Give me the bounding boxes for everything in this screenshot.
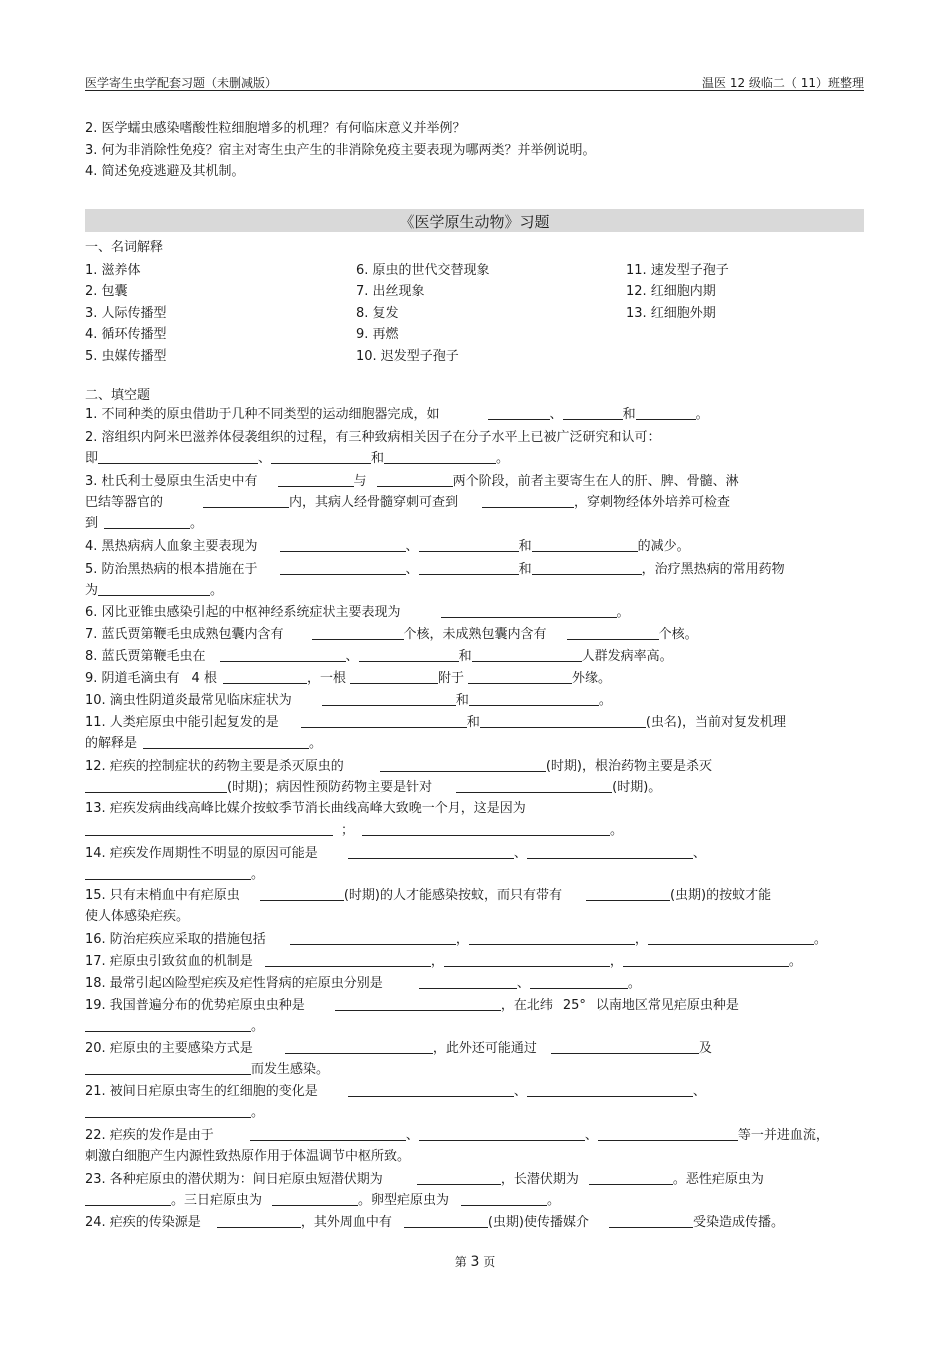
question-8: 8. 蓝氏贾第鞭毛虫在 、 和 人群发病率高。: [85, 649, 673, 664]
question-7: 7. 蓝氏贾第鞭毛虫成熟包囊内含有 个核，未成熟包囊内含有 个核。: [85, 627, 698, 642]
question-4: 4. 黑热病病人血象主要表现为 、 和 的减少。: [85, 539, 690, 554]
answer-blank: [472, 648, 582, 662]
question-3-line2: 巴结等器官的 内，其病人经骨髓穿刺可查到 ，穿刺物经体外培养可检查: [85, 495, 731, 510]
question-19-line1: 19. 我国普遍分布的优势疟原虫虫种是 ，在北纬 25° 以南地区常见疟原虫种是: [85, 998, 739, 1013]
term-4: 4. 循环传播型: [85, 327, 167, 342]
answer-blank: [217, 1214, 301, 1228]
question-15-line2: 使人体感染疟疾。: [85, 909, 190, 924]
part2-heading: 二、填空题: [85, 388, 151, 403]
question-22-line2: 刺激白细胞产生内源性致热原作用于体温调节中枢所致。: [85, 1149, 411, 1164]
answer-blank: [280, 538, 406, 552]
answer-blank: [85, 1192, 171, 1206]
term-10: 10. 迟发型子孢子: [356, 349, 459, 364]
question-10: 10. 滴虫性阴道炎最常见临床症状为 和 。: [85, 693, 612, 708]
answer-blank: [482, 494, 574, 508]
question-13-line2: ； 。: [85, 821, 864, 841]
question-23-line2: 。三日疟原虫为 。卵型疟原虫为 。: [85, 1191, 864, 1211]
question-23-line1: 23. 各种疟原虫的潜伏期为：间日疟原虫短潜伏期为 ，长潜伏期为 。恶性疟原虫为: [85, 1172, 764, 1187]
answer-blank: [456, 779, 612, 793]
answer-blank: [301, 714, 467, 728]
question-6: 6. 冈比亚锥虫感染引起的中枢神经系统症状主要表现为 。: [85, 605, 630, 620]
answer-blank: [220, 648, 346, 662]
term-5: 5. 虫媒传播型: [85, 349, 167, 364]
header-rule: [85, 90, 864, 91]
answer-blank: [419, 975, 517, 989]
term-3: 3. 人际传播型: [85, 306, 167, 321]
question-15-line1: 15. 只有末梢血中有疟原虫 (时期)的人才能感染按蚊，而只有带有 (虫期)的按蚊才能: [85, 888, 772, 903]
answer-blank: [419, 1127, 585, 1141]
answer-blank: [648, 931, 814, 945]
answer-blank: [419, 561, 519, 575]
term-9: 9. 再燃: [356, 327, 399, 342]
term-1: 1. 滋养体: [85, 263, 141, 278]
answer-blank: [461, 1192, 547, 1206]
question-14-line2: 。: [85, 865, 864, 885]
question-12-line2: (时期)；病因性预防药物主要是针对 (时期)。: [85, 778, 864, 798]
answer-blank: [480, 714, 646, 728]
answer-blank: [290, 931, 456, 945]
question-5-line2: 为 。: [85, 583, 224, 598]
answer-blank: [335, 997, 501, 1011]
answer-blank: [417, 1171, 501, 1185]
answer-blank: [265, 953, 431, 967]
answer-blank: [250, 1127, 406, 1141]
answer-blank: [322, 692, 456, 706]
term-6: 6. 原虫的世代交替现象: [356, 263, 490, 278]
answer-blank: [85, 1018, 251, 1032]
answer-blank: [469, 692, 599, 706]
question-1: 1. 不同种类的原虫借助于几种不同类型的运动细胞器完成，如 、 和 。: [85, 407, 709, 422]
answer-blank: [404, 1214, 488, 1228]
section-title-band: [85, 209, 864, 232]
question-13-line1: 13. 疟疾发病曲线高峰比媒介按蚊季节消长曲线高峰大致晚一个月，这是因为: [85, 801, 526, 816]
answer-blank: [636, 406, 696, 420]
answer-blank: [104, 515, 190, 529]
answer-blank: [85, 1061, 251, 1075]
answer-blank: [280, 561, 406, 575]
question-21-line2: 。: [85, 1103, 864, 1123]
answer-blank: [468, 670, 572, 684]
answer-blank: [527, 845, 693, 859]
answer-blank: [384, 450, 496, 464]
answer-blank: [98, 450, 258, 464]
answer-blank: [260, 887, 344, 901]
question-18: 18. 最常引起凶险型疟疾及疟性肾病的疟原虫分别是 、 。: [85, 976, 641, 991]
answer-blank: [312, 626, 404, 640]
answer-blank: [85, 1104, 251, 1118]
answer-blank: [85, 779, 227, 793]
answer-blank: [609, 1214, 693, 1228]
question-16: 16. 防治疟疾应采取的措施包括 ， ， 。: [85, 932, 827, 947]
question-9: 9. 阴道毛滴虫有 4 根 ，一根 附于 外缘。: [85, 671, 611, 686]
question-17: 17. 疟原虫引致贫血的机制是 ， ， 。: [85, 954, 802, 969]
term-11: 11. 速发型子孢子: [626, 263, 729, 278]
term-2: 2. 包囊: [85, 284, 128, 299]
answer-blank: [380, 758, 546, 772]
question-21-line1: 21. 被间日疟原虫寄生的红细胞的变化是 、 、: [85, 1084, 706, 1099]
question-11-line2: 的解释是 。: [85, 736, 323, 751]
header-right: 温医 12 级临二（ 11）班整理: [702, 76, 864, 90]
footer-prefix: 第: [454, 1255, 467, 1269]
answer-blank: [223, 670, 307, 684]
term-12: 12. 红细胞内期: [626, 284, 716, 299]
answer-blank: [348, 1083, 514, 1097]
prev-question-4: 4. 简述免疫逃避及其机制。: [85, 164, 245, 179]
answer-blank: [623, 953, 789, 967]
answer-blank: [598, 1127, 738, 1141]
question-20-line1: 20. 疟原虫的主要感染方式是 ，此外还可能通过 及: [85, 1041, 712, 1056]
section-title: 《医学原生动物》习题: [399, 213, 550, 231]
question-2-line1: 2. 溶组织内阿米巴滋养体侵袭组织的过程，有三种致病相关因子在分子水平上已被广泛研究和认可：: [85, 430, 661, 445]
answer-blank: [532, 561, 642, 575]
question-5-line1: 5. 防治黑热病的根本措施在于 、 和 ，治疗黑热病的常用药物: [85, 562, 785, 577]
answer-blank: [85, 822, 333, 836]
part1-heading: 一、名词解释: [85, 240, 164, 255]
page-footer: [0, 1253, 950, 1270]
answer-blank: [362, 822, 610, 836]
answer-blank: [469, 931, 635, 945]
answer-blank: [359, 648, 459, 662]
header-left: 医学寄生虫学配套习题（未删减版）: [85, 76, 278, 90]
answer-blank: [278, 473, 354, 487]
answer-blank: [272, 1192, 358, 1206]
footer-suffix: 页: [483, 1255, 496, 1269]
answer-blank: [350, 670, 438, 684]
answer-blank: [377, 473, 453, 487]
term-7: 7. 出丝现象: [356, 284, 425, 299]
answer-blank: [441, 604, 617, 618]
answer-blank: [527, 1083, 693, 1097]
page-number: 3: [470, 1254, 480, 1270]
prev-question-3: 3. 何为非消除性免疫？宿主对寄生虫产生的非消除免疫主要表现为哪两类？并举例说明。: [85, 143, 596, 158]
answer-blank: [143, 735, 309, 749]
question-2-line2: 即 、 和 。: [85, 451, 510, 466]
prev-question-2: 2. 医学蠕虫感染嗜酸性粒细胞增多的机理？有何临床意义并举例？: [85, 121, 466, 136]
question-19-line2: 。: [85, 1017, 864, 1037]
answer-blank: [530, 975, 628, 989]
answer-blank: [532, 538, 638, 552]
answer-blank: [589, 1171, 673, 1185]
answer-blank: [419, 538, 519, 552]
question-12-line1: 12. 疟疾的控制症状的药物主要是杀灭原虫的 (时期)，根治药物主要是杀灭: [85, 759, 712, 774]
question-3-line3: 到 。: [85, 516, 204, 531]
question-22-line1: 22. 疟疾的发作是由于 、 、 等一并进血流，: [85, 1128, 829, 1143]
question-11-line1: 11. 人类疟原虫中能引起复发的是 和 (虫名)，当前对复发机理: [85, 715, 786, 730]
question-24: 24. 疟疾的传染源是 ，其外周血中有 (虫期)使传播媒介 受染造成传播。: [85, 1215, 784, 1230]
answer-blank: [85, 866, 251, 880]
answer-blank: [271, 450, 371, 464]
answer-blank: [563, 406, 623, 420]
answer-blank: [488, 406, 550, 420]
question-14-line1: 14. 疟疾发作周期性不明显的原因可能是 、 、: [85, 846, 706, 861]
question-20-line2: 而发生感染。: [85, 1060, 864, 1080]
answer-blank: [203, 494, 289, 508]
question-3-line1: 3. 杜氏利士曼原虫生活史中有 与 两个阶段，前者主要寄生在人的肝、脾、骨髓、淋: [85, 474, 739, 489]
term-13: 13. 红细胞外期: [626, 306, 716, 321]
answer-blank: [586, 887, 670, 901]
answer-blank: [551, 1040, 699, 1054]
answer-blank: [348, 845, 514, 859]
answer-blank: [567, 626, 659, 640]
answer-blank: [285, 1040, 433, 1054]
term-8: 8. 复发: [356, 306, 399, 321]
answer-blank: [444, 953, 610, 967]
answer-blank: [98, 582, 210, 596]
